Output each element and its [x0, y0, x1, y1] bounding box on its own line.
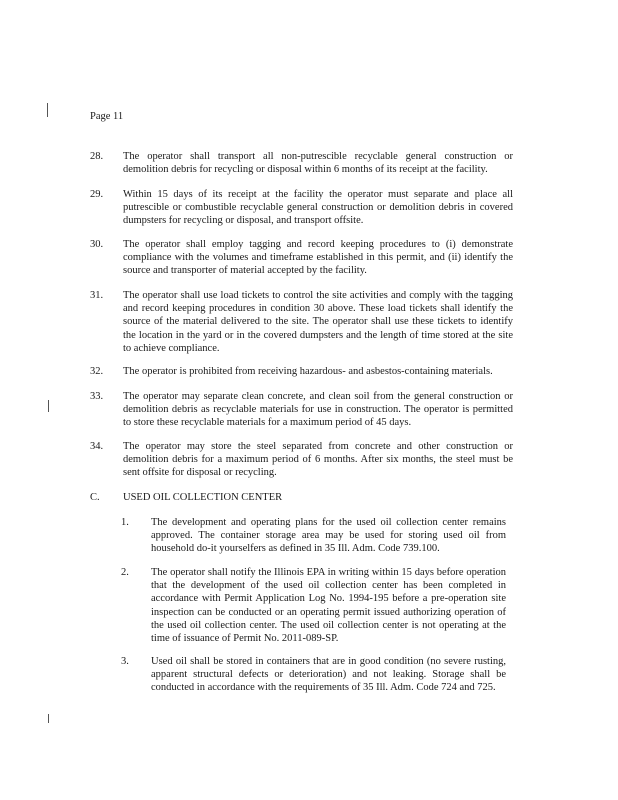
- condition-text: The operator may store the steel separated from concrete and other construction or demolition debris for a maximum period of 6 months. After six months, the steel must be sent offsite for disposal or recycling.: [123, 441, 513, 479]
- item-text: Used oil shall be stored in containers that are in good condition (no severe rusting, apparent structural defects or deterioration) and not leaking. Storage shall be conducted in accordance with the requirements of 35 Ill. Adm. Code 724 and 725.: [151, 656, 506, 694]
- item-text: The development and operating plans for the used oil collection center remains approved. The container storage area may be used for storing used oil from household do-it yourselfers as defined in 35 Ill. Adm. Code 739.100.: [151, 517, 506, 555]
- scan-mark: [47, 103, 48, 117]
- condition-text: The operator may separate clean concrete, and clean soil from the general construction or demolition debris as recyclable materials for use in construction. The operator is permitted to store these recyclable materials for a maximum period of 45 days.: [123, 391, 513, 429]
- scan-mark: [48, 714, 49, 723]
- condition-text: Within 15 days of its receipt at the facility the operator must separate and place all putrescible or combustible recyclable general construction or demolition debris in covered dumpsters for recycling or disposal, and transport offsite.: [123, 189, 513, 227]
- page-number: Page 11: [90, 111, 124, 122]
- item-number: 2.: [121, 567, 129, 578]
- condition-text: The operator shall use load tickets to control the site activities and comply with the tagging and record keeping procedures in condition 30 above. These load tickets shall identify the source of the material delivered to the site. The operator shall use these tickets to identify the location in the yard or in the covered dumpsters and the length of time stored at the site to achieve compliance.: [123, 290, 513, 354]
- item-number: 3.: [121, 656, 129, 667]
- scan-mark: [48, 400, 49, 412]
- item-number: 1.: [121, 517, 129, 528]
- condition-number: 28.: [90, 151, 104, 162]
- condition-number: 34.: [90, 441, 104, 452]
- condition-number: 32.: [90, 366, 104, 377]
- condition-number: 31.: [90, 290, 104, 301]
- condition-number: 30.: [90, 239, 104, 250]
- condition-number: 33.: [90, 391, 104, 402]
- condition-number: 29.: [90, 189, 104, 200]
- section-title: USED OIL COLLECTION CENTER: [123, 492, 283, 503]
- section-letter: C.: [90, 492, 100, 503]
- condition-text: The operator shall employ tagging and record keeping procedures to (i) demonstrate compliance with the volumes and timeframe established in this permit, and (ii) identify the source and transporter of material accepted by the facility.: [123, 239, 513, 277]
- condition-text: The operator shall transport all non-putrescible recyclable general construction or demolition debris for recycling or disposal within 6 months of its receipt at the facility.: [123, 151, 513, 176]
- item-text: The operator shall notify the Illinois EPA in writing within 15 days before operation that the development of the used oil collection center has been completed in accordance with Permit Application Log No. 1994-195 before a pre-operation site inspection can be conducted or an operating permit issued authorizing operation of the used oil collection center. The used oil collection center is not operating at the time of issuance of Permit No. 2011-089-SP.: [151, 567, 506, 645]
- condition-text: The operator is prohibited from receiving hazardous- and asbestos-containing materials.: [123, 366, 493, 377]
